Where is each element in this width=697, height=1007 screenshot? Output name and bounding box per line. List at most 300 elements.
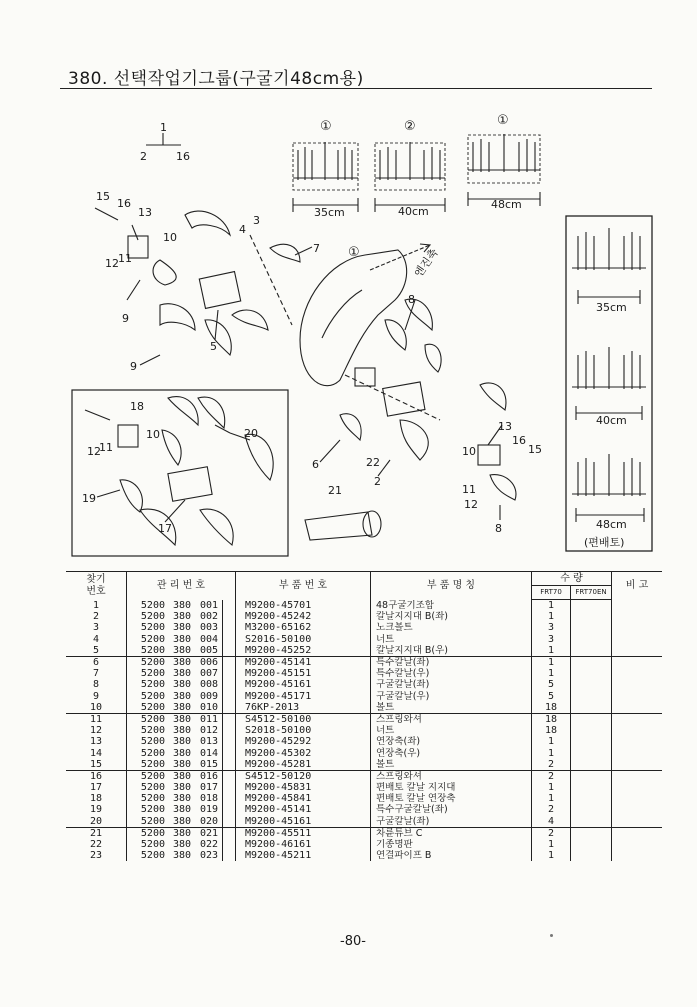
cell-remark	[612, 759, 663, 771]
cell-name: 노크볼트	[371, 622, 532, 633]
cell-pn: M9200-45511	[236, 827, 371, 839]
table-row	[66, 691, 662, 702]
cell-m3: 013	[196, 736, 223, 747]
cell-q2	[571, 611, 612, 622]
cell-m1: 5200	[140, 600, 165, 612]
callout: 12	[87, 445, 101, 458]
cell-no: 12	[66, 725, 127, 736]
table-row	[66, 827, 662, 839]
page-title: 380. 선택작업기그룹(구굴기48cm용)	[68, 69, 364, 89]
cell-q1: 18	[532, 702, 571, 714]
cell-name: 특수칼날(좌)	[371, 656, 532, 668]
cell-q2	[571, 600, 612, 611]
cell-pn: M9200-45841	[236, 793, 371, 804]
cell-q1: 1	[532, 668, 571, 679]
cell-pn: M9200-45302	[236, 747, 371, 758]
cell-remark	[612, 816, 663, 828]
cell-m1: 5200	[140, 657, 165, 669]
callout: 12	[464, 498, 478, 511]
cell-m1: 5200	[140, 611, 165, 623]
cell-spacer	[223, 759, 236, 771]
cell-q1: 1	[532, 611, 571, 622]
callout: 16	[176, 150, 190, 163]
circled-1-a: ①	[320, 119, 332, 134]
cell-m2: 380	[168, 816, 196, 828]
cell-q2	[571, 713, 612, 725]
cell-m3: 004	[196, 634, 223, 645]
cell-q2	[571, 634, 612, 645]
callout: 2	[374, 475, 381, 488]
cell-q1: 1	[532, 600, 571, 611]
cell-remark	[612, 702, 663, 714]
cell-no: 6	[66, 656, 127, 668]
table-row	[66, 782, 662, 793]
table-row	[66, 736, 662, 747]
cell-m2: 380	[172, 657, 192, 669]
cell-m2: 380	[172, 611, 192, 623]
cell-remark	[612, 804, 663, 815]
cell-pn: M9200-45831	[236, 782, 371, 793]
table-row	[66, 622, 662, 633]
col-header-part-name: 부 품 명 칭	[371, 572, 532, 600]
table-row	[66, 679, 662, 690]
width-label-35: 35cm	[314, 206, 345, 219]
callout: 11	[118, 252, 132, 265]
callout: 18	[130, 400, 144, 413]
cell-spacer	[223, 691, 236, 702]
table-row	[66, 656, 662, 668]
callout: 10	[462, 445, 476, 458]
cell-m1: 5200	[140, 747, 165, 759]
cell-spacer	[223, 656, 236, 668]
cell-q1: 18	[532, 725, 571, 736]
cell-pn: M9200-45242	[236, 611, 371, 622]
cell-pn: M9200-45211	[236, 850, 371, 861]
cell-pn: M9200-45292	[236, 736, 371, 747]
cell-q1: 5	[532, 679, 571, 690]
cell-m1: 5200	[140, 713, 165, 725]
cell-q2	[571, 645, 612, 657]
cell-q2	[571, 656, 612, 668]
cell-q1: 3	[532, 634, 571, 645]
cell-spacer	[223, 668, 236, 679]
callout: 10	[163, 231, 177, 244]
parts-table-body	[66, 600, 662, 861]
cell-q1: 4	[532, 816, 571, 828]
cell-name: 편배토 칼날 연장축	[371, 793, 532, 804]
cell-no: 23	[66, 850, 127, 861]
cell-m2: 380	[172, 713, 192, 725]
cell-m1: 5200	[127, 816, 169, 828]
cell-pn: M9200-45281	[236, 759, 371, 771]
table-row	[66, 668, 662, 679]
cell-spacer	[223, 713, 236, 725]
col-header-qty-frt70en: FRT70EN	[571, 586, 612, 600]
callout: 22	[366, 456, 380, 469]
cell-no: 20	[66, 816, 127, 828]
cell-spacer	[223, 747, 236, 758]
cell-remark	[612, 725, 663, 736]
cell-q2	[571, 679, 612, 690]
callout: 7	[313, 242, 320, 255]
cell-spacer	[223, 600, 236, 611]
cell-m1: 5200	[140, 725, 165, 737]
cell-m2: 380	[172, 736, 192, 748]
cell-pn: S4512-50100	[236, 713, 371, 725]
cell-m3: 021	[196, 827, 223, 839]
cell-m1: 5200	[140, 770, 165, 782]
cell-m1: 5200	[140, 839, 165, 851]
cell-name: 특수구굴칼날(좌)	[371, 804, 532, 815]
cell-pn: M9200-45141	[236, 804, 371, 815]
cell-q2	[571, 759, 612, 771]
cell-name: 연장축(우)	[371, 747, 532, 758]
cell-m1: 5200	[140, 850, 165, 862]
cell-q2	[571, 839, 612, 850]
config-sketch-40	[375, 142, 445, 212]
side-sketch-48	[572, 454, 646, 522]
cell-q2	[571, 747, 612, 758]
table-row	[66, 793, 662, 804]
cell-name: 구굴칼날(좌)	[371, 816, 532, 828]
cell-q2	[571, 793, 612, 804]
cell-spacer	[223, 839, 236, 850]
cell-pn: M9200-45141	[236, 656, 371, 668]
parts-table	[66, 571, 662, 861]
cell-remark	[612, 782, 663, 793]
cell-no: 9	[66, 691, 127, 702]
col-header-part-no: 부 품 번 호	[236, 572, 371, 600]
cell-spacer	[223, 645, 236, 657]
callout: 19	[82, 492, 96, 505]
table-row	[66, 713, 662, 725]
cell-no: 2	[66, 611, 127, 622]
cell-spacer	[223, 816, 236, 828]
cell-m3: 016	[196, 770, 223, 782]
cell-pn: M9200-46161	[236, 839, 371, 850]
cell-q1: 1	[532, 850, 571, 861]
circled-1-c: ①	[348, 245, 360, 260]
cell-name: 칼날지지대 B(좌)	[371, 611, 532, 622]
cell-m2: 380	[172, 747, 192, 759]
callout: 5	[210, 340, 217, 353]
cell-q2	[571, 850, 612, 861]
cell-remark	[612, 668, 663, 679]
cell-m3: 002	[196, 611, 223, 622]
callout: 3	[253, 214, 260, 227]
cell-m2: 380	[172, 770, 192, 782]
cell-spacer	[223, 850, 236, 861]
cell-remark	[612, 850, 663, 861]
cell-m1: 5200	[140, 782, 165, 794]
circled-1-b: ①	[497, 113, 509, 128]
callout: 2	[140, 150, 147, 163]
callout: 16	[117, 197, 131, 210]
cell-m2: 380	[168, 645, 196, 657]
table-row	[66, 645, 662, 657]
cell-m3: 022	[196, 839, 223, 850]
cell-m1: 5200	[140, 736, 165, 748]
cell-no: 17	[66, 782, 127, 793]
cell-m1: 5200	[140, 793, 165, 805]
cell-m3: 001	[196, 600, 223, 611]
cell-pn: 76KP-2013	[236, 702, 371, 714]
cell-q2	[571, 725, 612, 736]
cell-q1: 1	[532, 793, 571, 804]
cell-pn: M3200-65162	[236, 622, 371, 633]
callout: 12	[105, 257, 119, 270]
cell-q2	[571, 770, 612, 782]
cell-no: 11	[66, 713, 127, 725]
cell-spacer	[223, 725, 236, 736]
callout: 1	[160, 121, 167, 134]
callout: 6	[312, 458, 319, 471]
cell-m3: 012	[196, 725, 223, 736]
cell-remark	[612, 600, 663, 611]
cell-m2: 380	[172, 782, 192, 794]
cell-q1: 1	[532, 656, 571, 668]
cell-m1: 5200	[127, 759, 169, 771]
cell-spacer	[223, 827, 236, 839]
cell-m3: 009	[196, 691, 223, 702]
cell-no: 10	[66, 702, 127, 714]
cell-q2	[571, 668, 612, 679]
cell-spacer	[223, 770, 236, 782]
cell-no: 13	[66, 736, 127, 747]
cell-name: 편배토 칼날 지지대	[371, 782, 532, 793]
cell-m2: 380	[172, 804, 192, 816]
cell-remark	[612, 611, 663, 622]
cell-remark	[612, 656, 663, 668]
callout: 17	[158, 522, 172, 535]
cell-m2: 380	[172, 622, 192, 634]
cell-pn: M9200-45161	[236, 816, 371, 828]
cell-m3: 018	[196, 793, 223, 804]
callout: 11	[99, 441, 113, 454]
cell-name: 너트	[371, 634, 532, 645]
cell-remark	[612, 827, 663, 839]
cell-no: 1	[66, 600, 127, 611]
cell-remark	[612, 793, 663, 804]
cell-spacer	[223, 702, 236, 714]
callout: 16	[512, 434, 526, 447]
cell-m3: 019	[196, 804, 223, 815]
table-row	[66, 759, 662, 771]
cell-m3: 017	[196, 782, 223, 793]
cell-no: 4	[66, 634, 127, 645]
cell-spacer	[223, 804, 236, 815]
table-row	[66, 804, 662, 815]
cell-m2: 380	[172, 827, 192, 839]
width-label-48: 48cm	[491, 198, 522, 211]
cell-q1: 2	[532, 759, 571, 771]
cell-remark	[612, 713, 663, 725]
cell-m3: 010	[196, 702, 223, 714]
cell-m1: 5200	[140, 827, 165, 839]
cell-pn: S2018-50100	[236, 725, 371, 736]
offset-label: (편배토)	[584, 536, 625, 549]
cell-name: 스프링와셔	[371, 770, 532, 782]
scan-speck	[550, 934, 553, 937]
callout: 15	[528, 443, 542, 456]
cell-m3: 023	[196, 850, 223, 861]
callout: 10	[146, 428, 160, 441]
table-row	[66, 816, 662, 828]
table-row	[66, 839, 662, 850]
cell-remark	[612, 736, 663, 747]
cell-m3: 020	[196, 816, 223, 828]
cell-no: 8	[66, 679, 127, 690]
cell-q2	[571, 702, 612, 714]
cell-m2: 380	[172, 668, 192, 680]
table-row	[66, 600, 662, 611]
cell-q1: 2	[532, 804, 571, 815]
cell-q1: 5	[532, 691, 571, 702]
cell-name: 칼날지지대 B(우)	[371, 645, 532, 657]
cell-q1: 1	[532, 747, 571, 758]
cell-name: 너트	[371, 725, 532, 736]
cell-spacer	[223, 611, 236, 622]
cell-m2: 380	[172, 600, 192, 612]
cell-q2	[571, 827, 612, 839]
cell-name: 48구굴기조합	[371, 600, 532, 611]
cell-name: 스프링와셔	[371, 713, 532, 725]
table-row	[66, 850, 662, 861]
cell-no: 21	[66, 827, 127, 839]
cell-m1: 5200	[140, 633, 165, 645]
cell-m3: 006	[196, 656, 223, 668]
cell-pn: S2016-50100	[236, 634, 371, 645]
side-sketch-40	[572, 347, 646, 420]
cell-pn: M9200-45171	[236, 691, 371, 702]
callout: 8	[408, 293, 415, 306]
cell-m1: 5200	[127, 645, 169, 657]
cell-no: 7	[66, 668, 127, 679]
cell-m2: 380	[172, 725, 192, 737]
cell-remark	[612, 691, 663, 702]
cell-m1: 5200	[140, 804, 165, 816]
cell-no: 15	[66, 759, 127, 771]
cell-q2	[571, 816, 612, 828]
side-width-label-48: 48cm	[596, 518, 627, 531]
cell-q1: 1	[532, 839, 571, 850]
cell-spacer	[223, 622, 236, 633]
cell-q2	[571, 622, 612, 633]
cell-pn: S4512-50120	[236, 770, 371, 782]
cell-m2: 380	[172, 690, 192, 702]
cell-no: 3	[66, 622, 127, 633]
table-row	[66, 702, 662, 714]
cell-pn: M9200-45161	[236, 679, 371, 690]
callout: 4	[239, 223, 246, 236]
table-row	[66, 725, 662, 736]
cell-name: 볼트	[371, 702, 532, 714]
col-header-qty-frt70: FRT70	[532, 586, 571, 600]
cell-no: 18	[66, 793, 127, 804]
cell-m1: 5200	[127, 702, 169, 714]
cell-m1: 5200	[140, 622, 165, 634]
cell-name: 구굴칼날(좌)	[371, 679, 532, 690]
cell-q1: 2	[532, 827, 571, 839]
cell-m2: 380	[168, 759, 196, 771]
col-header-qty: 수 량	[532, 572, 612, 586]
callout: 11	[462, 483, 476, 496]
cell-q2	[571, 691, 612, 702]
cell-spacer	[223, 793, 236, 804]
cell-no: 19	[66, 804, 127, 815]
callout: 15	[96, 190, 110, 203]
cell-q1: 1	[532, 645, 571, 657]
cell-m1: 5200	[140, 679, 165, 691]
table-row	[66, 770, 662, 782]
cell-m2: 380	[172, 679, 192, 691]
cell-q1: 3	[532, 622, 571, 633]
cell-no: 22	[66, 839, 127, 850]
config-sketch-48	[468, 134, 540, 206]
cell-m3: 003	[196, 622, 223, 633]
side-width-label-40: 40cm	[596, 414, 627, 427]
cell-spacer	[223, 736, 236, 747]
cell-m3: 007	[196, 668, 223, 679]
callout: 9	[130, 360, 137, 373]
side-width-label-35: 35cm	[596, 301, 627, 314]
col-header-remark: 비 고	[612, 572, 663, 600]
cell-m3: 008	[196, 679, 223, 690]
cell-q1: 2	[532, 770, 571, 782]
cell-q2	[571, 804, 612, 815]
cell-remark	[612, 622, 663, 633]
cell-m3: 014	[196, 747, 223, 758]
cell-remark	[612, 679, 663, 690]
cell-pn: M9200-45701	[236, 600, 371, 611]
callout: 20	[244, 427, 258, 440]
cell-no: 5	[66, 645, 127, 657]
cell-pn: M9200-45151	[236, 668, 371, 679]
cell-q1: 1	[532, 736, 571, 747]
col-header-no: 찾기 번호	[66, 572, 127, 600]
width-label-40: 40cm	[398, 205, 429, 218]
tiller-housing	[300, 250, 407, 386]
cell-m3: 015	[196, 759, 223, 771]
cell-name: 연결파이프 B	[371, 850, 532, 861]
cell-m2: 380	[172, 793, 192, 805]
cell-no: 16	[66, 770, 127, 782]
page-number: -80-	[340, 934, 366, 949]
cell-spacer	[223, 634, 236, 645]
cell-q1: 1	[532, 782, 571, 793]
cell-name: 볼트	[371, 759, 532, 771]
cell-m3: 005	[196, 645, 223, 657]
table-row	[66, 611, 662, 622]
cell-m1: 5200	[140, 690, 165, 702]
cell-name: 차륜튜브 C	[371, 827, 532, 839]
callout: 13	[498, 420, 512, 433]
cell-spacer	[223, 782, 236, 793]
engine-axis-label: 엔진축	[411, 246, 441, 280]
cell-q2	[571, 782, 612, 793]
cell-name: 구굴칼날(우)	[371, 691, 532, 702]
cell-remark	[612, 839, 663, 850]
cell-spacer	[223, 679, 236, 690]
cell-m2: 380	[172, 839, 192, 851]
cell-m2: 380	[172, 850, 192, 862]
cell-name: 특수칼날(우)	[371, 668, 532, 679]
callout: 13	[138, 206, 152, 219]
callout: 21	[328, 484, 342, 497]
cell-m2: 380	[168, 702, 196, 714]
cell-m1: 5200	[140, 668, 165, 680]
cell-no: 14	[66, 747, 127, 758]
